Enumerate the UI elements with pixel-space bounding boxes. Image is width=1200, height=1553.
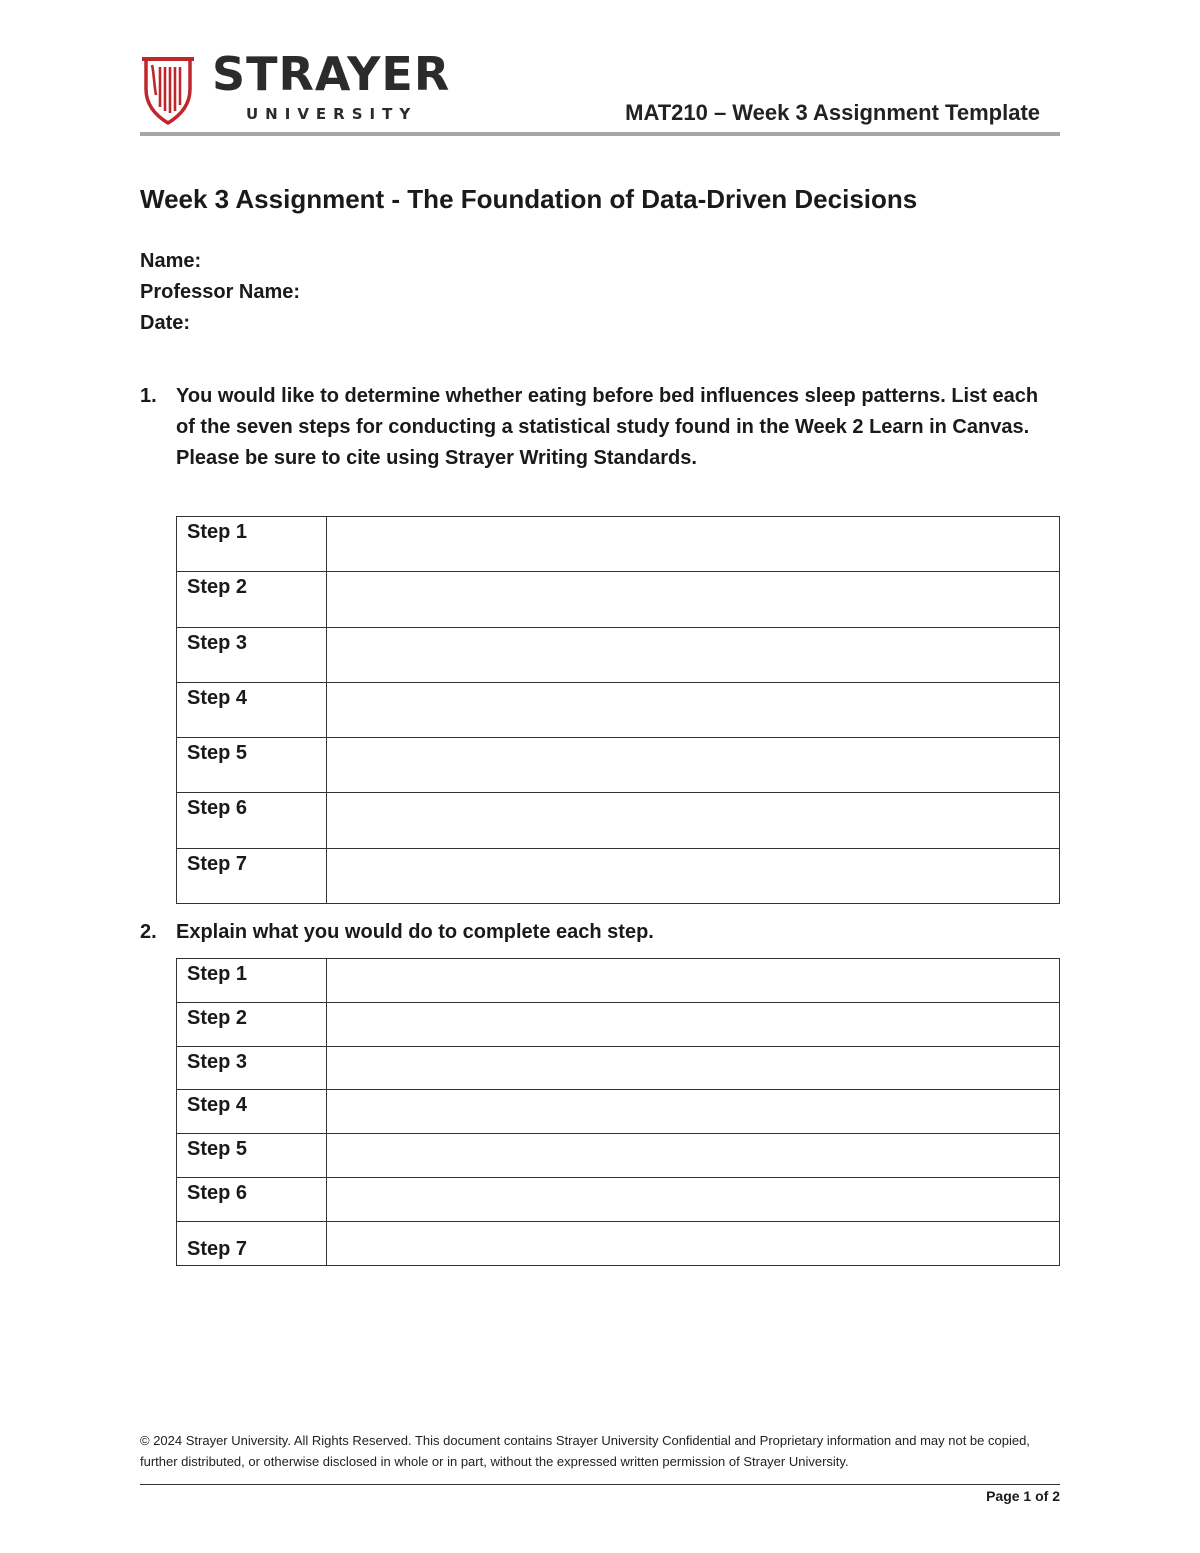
step-label: Step 1 (177, 517, 327, 572)
step-label: Step 5 (177, 738, 327, 793)
step-answer-cell[interactable] (327, 1046, 1060, 1090)
table-row (177, 627, 1060, 682)
question-text: You would like to determine whether eating before bed influences sleep patterns. List each of the seven steps for conducting a statistical study found in the Week 2 Learn in Canvas. Please be sure to cite using Strayer Writing Standards. (176, 385, 1039, 469)
step-answer-cell[interactable] (327, 848, 1060, 903)
step-answer-cell[interactable] (327, 1221, 1060, 1265)
step-label: Step 4 (177, 682, 327, 737)
step-label: Step 3 (177, 627, 327, 682)
table-row (177, 517, 1060, 572)
professor-name-label: Professor Name: (140, 281, 301, 303)
table-row (177, 1177, 1060, 1221)
page-title: Week 3 Assignment - The Foundation of Data-Driven Decisions (140, 184, 918, 214)
step-label: Step 1 (177, 959, 327, 1003)
logo-wordmark: STRAYER (212, 47, 451, 101)
table-row (177, 1221, 1060, 1265)
step-answer-cell[interactable] (327, 572, 1060, 627)
step-label: Step 2 (177, 572, 327, 627)
logo-subtext: UNIVERSITY (246, 105, 418, 123)
table-row (177, 848, 1060, 903)
table-row (177, 572, 1060, 627)
student-info (140, 246, 300, 339)
copyright-notice: © 2024 Strayer University. All Rights Reserved. This document contains Strayer University Confidential and Proprietary information and may not be copied, further distributed, or otherwise disclosed in whole or in part, without the expressed written permission of Strayer University. (140, 1433, 1030, 1469)
question-number: 2. (140, 921, 157, 943)
step-answer-cell[interactable] (327, 793, 1060, 848)
step-answer-cell[interactable] (327, 959, 1060, 1003)
step-label: Step 5 (177, 1134, 327, 1178)
step-answer-cell[interactable] (327, 627, 1060, 682)
header-divider (140, 132, 1060, 136)
steps-table-1 (176, 516, 1060, 904)
steps-table-2 (176, 958, 1060, 1266)
question-1 (140, 381, 1040, 474)
table-row (177, 1046, 1060, 1090)
table-row (177, 738, 1060, 793)
table-row (177, 793, 1060, 848)
step-answer-cell[interactable] (327, 1177, 1060, 1221)
header-title: MAT210 – Week 3 Assignment Template (625, 100, 1040, 125)
table-row (177, 959, 1060, 1003)
table-row (177, 1134, 1060, 1178)
shield-logo-icon (140, 55, 196, 125)
table-row (177, 1002, 1060, 1046)
table-row (177, 682, 1060, 737)
step-answer-cell[interactable] (327, 1134, 1060, 1178)
step-label: Step 6 (177, 1177, 327, 1221)
question-number: 1. (140, 385, 157, 407)
table-row (177, 1090, 1060, 1134)
page-number: Page 1 of 2 (986, 1488, 1060, 1504)
step-answer-cell[interactable] (327, 682, 1060, 737)
step-label: Step 7 (177, 848, 327, 903)
step-label: Step 6 (177, 793, 327, 848)
step-label: Step 4 (177, 1090, 327, 1134)
question-2 (140, 917, 1040, 948)
strayer-logo (140, 47, 460, 125)
step-label: Step 3 (177, 1046, 327, 1090)
step-label: Step 7 (177, 1221, 327, 1265)
step-label: Step 2 (177, 1002, 327, 1046)
question-text: Explain what you would do to complete each step. (176, 921, 654, 943)
footer-divider (140, 1484, 1060, 1485)
step-answer-cell[interactable] (327, 1002, 1060, 1046)
step-answer-cell[interactable] (327, 517, 1060, 572)
step-answer-cell[interactable] (327, 1090, 1060, 1134)
step-answer-cell[interactable] (327, 738, 1060, 793)
name-label: Name: (140, 250, 202, 272)
date-label: Date: (140, 312, 191, 334)
